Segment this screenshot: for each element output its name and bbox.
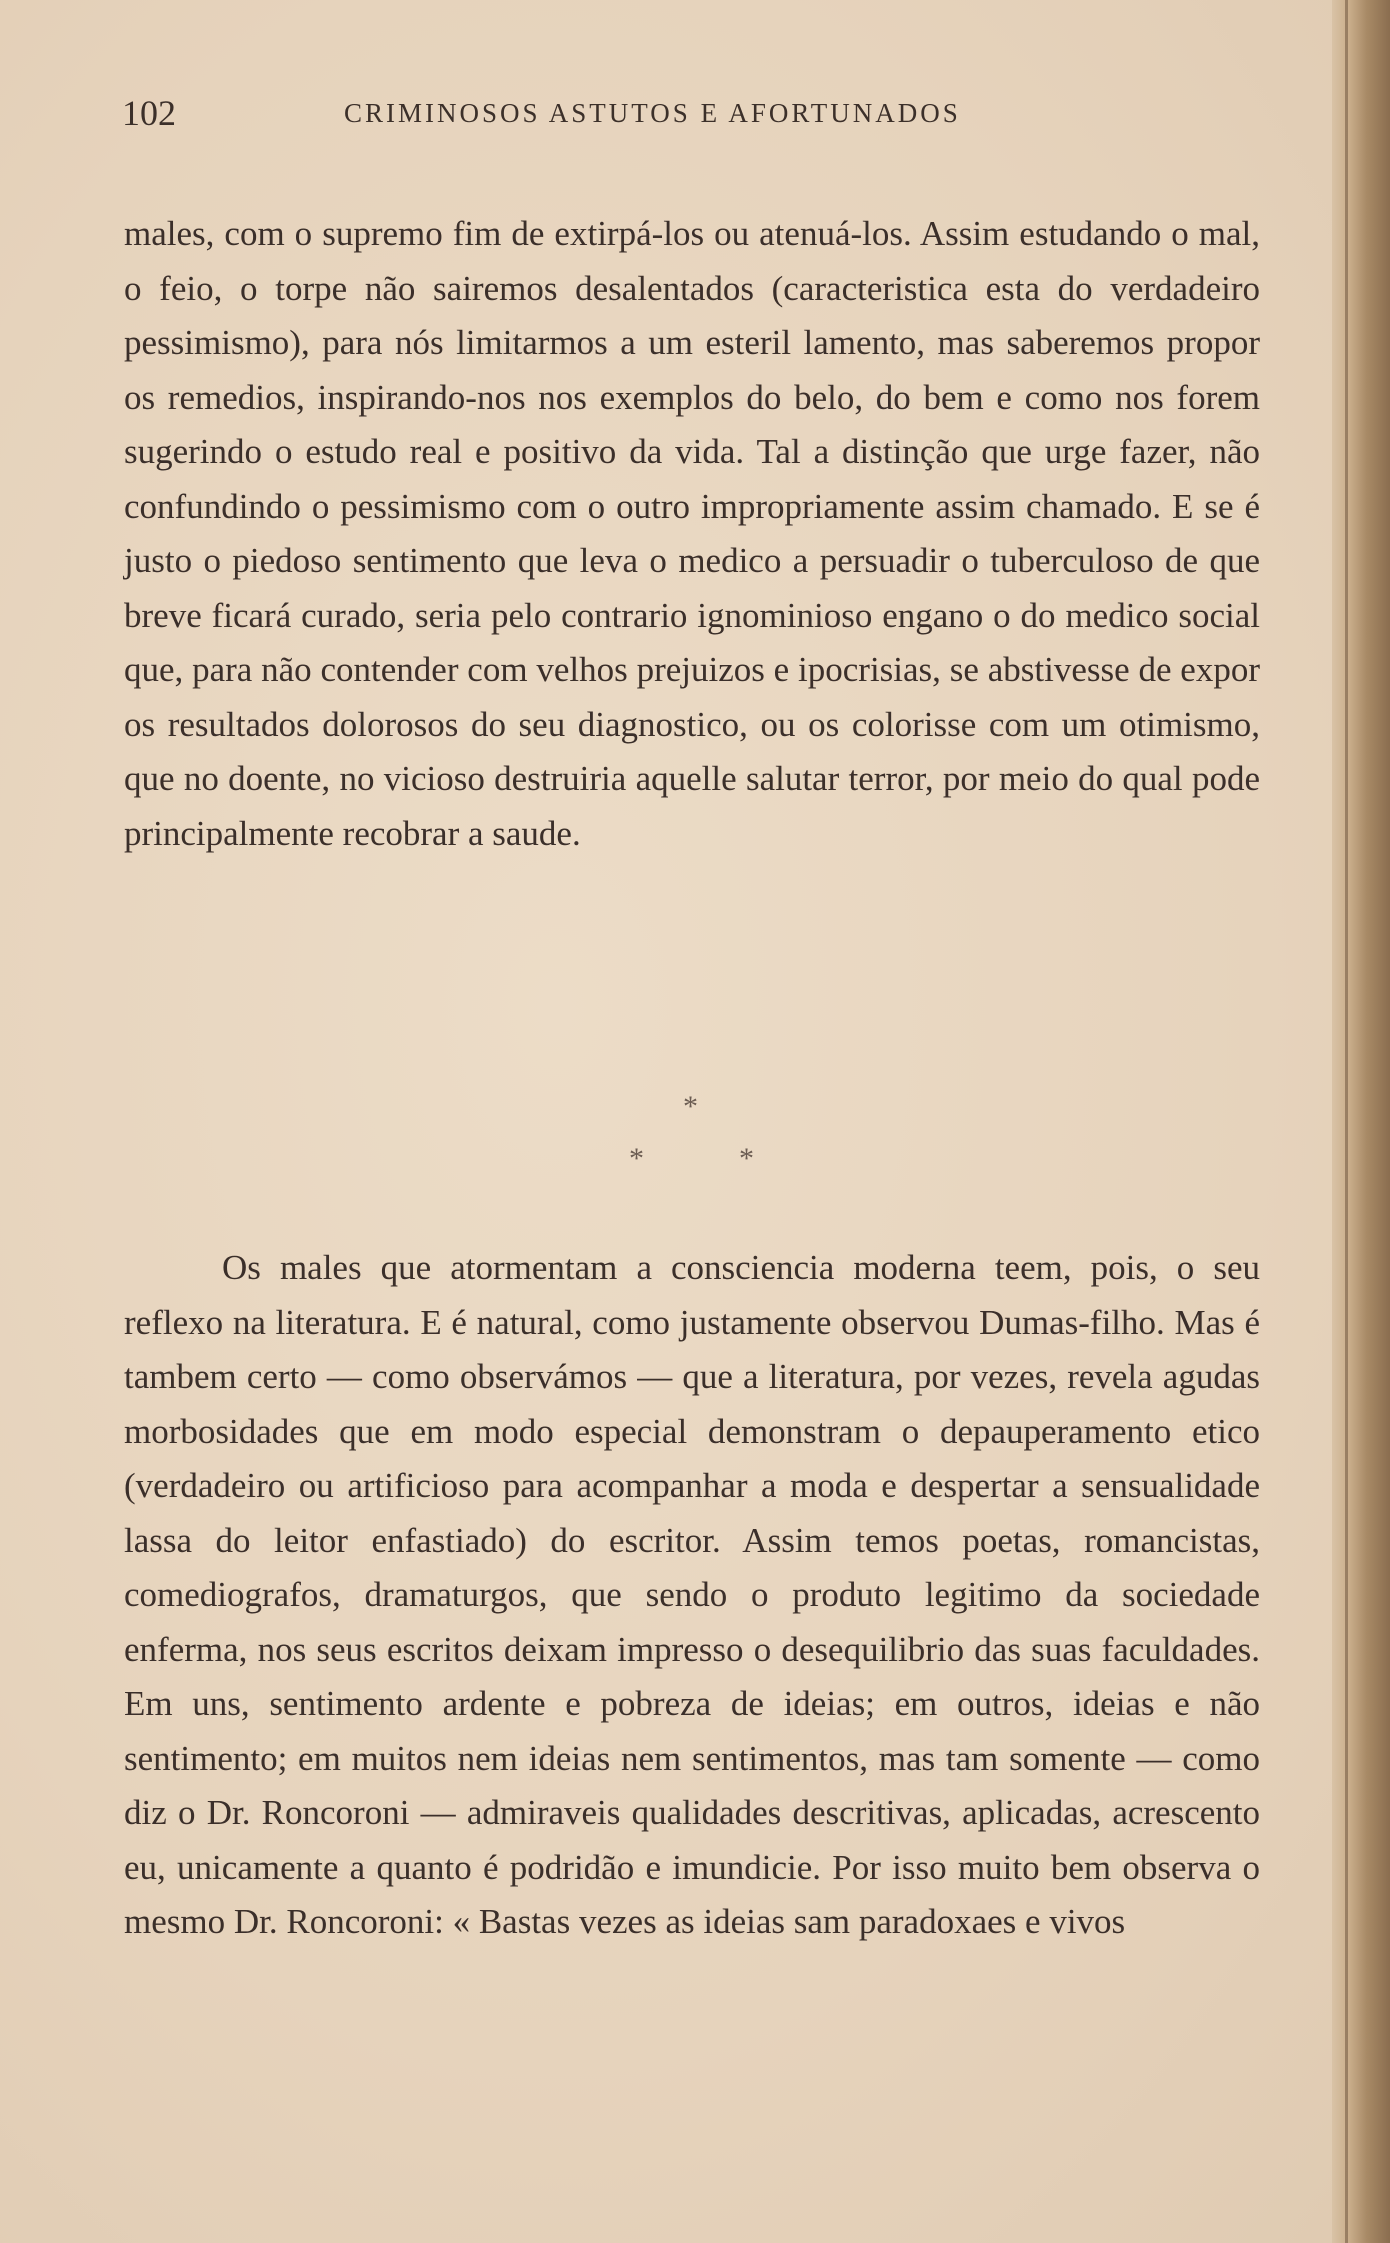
asterisk-right: * (739, 1142, 754, 1175)
page-header (122, 92, 1262, 142)
section-divider (600, 1090, 800, 1180)
asterisk-left: * (629, 1142, 644, 1175)
gutter-shadow-line (1345, 0, 1348, 2243)
paragraph-2: Os males que atormentam a consciencia moderna teem, pois, o seu reflexo na literatura. E é natural, como justamente observou Dumas-filho. Mas é tambem certo — como observámos — que a literatura, por vezes, revela agudas morbosidades que em modo especial demonstram o depauperamento etico (verdadeiro ou artificioso para acompanhar a moda e despertar a sensualidade lassa do leitor enfastiado) do escritor. Assim temos poetas, romancistas, comediografos, dramaturgos, que sendo o produto legitimo da sociedade enferma, nos seus escritos deixam impresso o desequilibrio das suas faculdades. Em uns, sentimento ardente e pobreza de ideias; em outros, ideias e não sentimento; em muitos nem ideias nem sentimentos, mas tam somente — como diz o Dr. Roncoroni — admiraveis qualidades descritivas, aplicadas, acrescento eu, unicamente a quanto é podridão e imundicie. Por isso muito bem observa o mesmo Dr. Roncoroni: « Bastas vezes as ideias sam paradoxaes e vivos (124, 1248, 1260, 1941)
page-number: 102 (122, 93, 176, 133)
asterisk-top: * (683, 1090, 698, 1123)
running-title: CRIMINOSOS ASTUTOS E AFORTUNADOS (344, 98, 961, 128)
paragraph-1: males, com o supremo fim de extirpá-los ou atenuá-los. Assim estudando o mal, o feio, o torpe não sairemos desalentados (caracteristica esta do verdadeiro pessimismo), para nós limitarmos a um esteril lamento, mas saberemos propor os remedios, inspirando-nos nos exemplos do belo, do bem e como nos forem sugerindo o estudo real e positivo da vida. Tal a distinção que urge fazer, não confundindo o pessimismo com o outro impropriamente assim chamado. E se é justo o piedoso sentimento que leva o medico a persuadir o tuberculoso de que breve ficará curado, seria pelo contrario ignominioso engano o do medico social que, para não contender com velhos prejuizos e ipocrisias, se abstivesse de expor os resultados dolorosos do seu diagnostico, ou os colorisse com um otimismo, que no doente, no vicioso destruiria aquelle salutar terror, por meio do qual pode principalmente recobrar a saude. (124, 214, 1260, 853)
book-gutter (1332, 0, 1390, 2243)
